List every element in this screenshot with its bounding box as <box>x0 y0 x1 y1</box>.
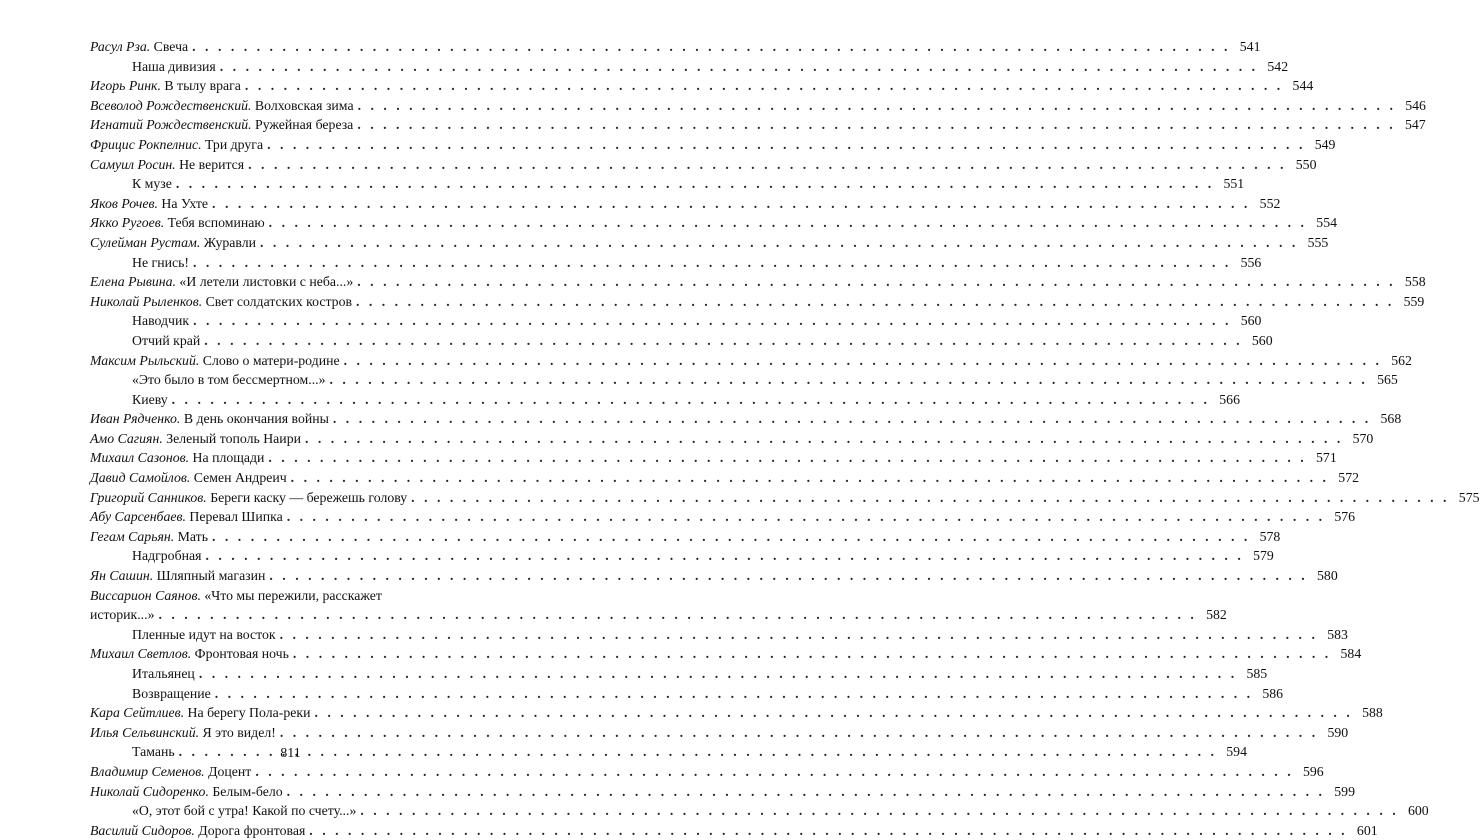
entry-text <box>90 468 287 488</box>
poem-title: Тамань <box>132 744 175 760</box>
author-name: Расул Рза. <box>90 39 151 54</box>
page-ref: 565 <box>1377 372 1398 388</box>
entry-text <box>90 233 256 253</box>
entry-text <box>90 448 264 468</box>
author-name: Фрицис Рокпелнис. <box>90 136 202 152</box>
poem-title: Итальянец <box>132 666 195 681</box>
toc-entry <box>90 429 1374 449</box>
poem-title: «И летели листовки с неба...» <box>179 274 354 290</box>
dot-leader <box>268 448 1306 468</box>
page-ref: 549 <box>1314 136 1336 152</box>
dot-leader <box>280 723 1318 743</box>
toc-entry <box>90 292 1425 312</box>
dot-leader <box>309 821 1347 840</box>
dot-leader <box>193 253 1231 273</box>
entry-text <box>90 135 263 155</box>
page-ref: 568 <box>1380 411 1402 427</box>
page-ref: 552 <box>1259 195 1281 211</box>
toc-entry <box>90 174 1245 194</box>
author-name: Ян Сашин. <box>90 568 154 584</box>
page-ref: 546 <box>1405 97 1426 113</box>
page-ref: 555 <box>1307 234 1329 250</box>
dot-leader <box>220 57 1258 77</box>
page-ref: 583 <box>1327 626 1348 642</box>
dot-leader <box>215 684 1253 704</box>
author-name: Владимир Семенов. <box>90 763 205 779</box>
entry-text <box>90 703 310 723</box>
author-name: Василий Сидоров. <box>90 822 195 838</box>
author-name: Игорь Ринк. <box>90 78 161 94</box>
page-ref: 580 <box>1317 568 1338 584</box>
page-ref: 594 <box>1226 744 1247 760</box>
entry-text <box>90 351 340 371</box>
page-ref: 562 <box>1391 352 1412 368</box>
poem-title: Киеву <box>132 391 168 407</box>
author-name: Самуил Росин. <box>90 156 176 172</box>
poem-title: Тебя вспоминаю <box>167 215 265 231</box>
author-name: Яков Рочев. <box>90 195 158 211</box>
page-ref: 575 <box>1458 489 1480 505</box>
toc-entry <box>90 664 1268 684</box>
page-ref: 585 <box>1246 666 1268 681</box>
entry-text <box>132 331 200 351</box>
entry-text <box>132 57 216 77</box>
entry-text <box>90 429 301 449</box>
poem-title: На берегу Пола-реки <box>187 705 311 721</box>
toc-entry <box>90 507 1356 527</box>
page-ref: 554 <box>1316 215 1337 231</box>
toc-entry <box>90 586 488 606</box>
toc-entry <box>90 233 1329 253</box>
page-ref: 578 <box>1259 528 1281 544</box>
dot-leader <box>287 782 1325 802</box>
dot-leader <box>357 272 1395 292</box>
entry-text <box>90 723 276 743</box>
toc-entry <box>90 194 1281 214</box>
page-ref: 588 <box>1362 705 1383 721</box>
poem-title: Свет солдатских костров <box>205 293 352 309</box>
poem-title: Не гнись! <box>132 254 189 270</box>
page-ref: 590 <box>1327 724 1349 740</box>
toc-entry <box>90 331 1273 351</box>
poem-title: Доцент <box>208 763 252 779</box>
dot-leader <box>305 429 1343 449</box>
entry-text <box>90 566 265 586</box>
dot-leader <box>357 115 1395 135</box>
poem-title: Белым-бело <box>212 783 283 799</box>
entry-text <box>90 605 154 625</box>
entry-text <box>132 801 356 821</box>
dot-leader <box>269 566 1307 586</box>
toc-entry <box>90 644 1362 664</box>
toc-entry <box>90 488 1480 508</box>
dot-leader <box>267 135 1305 155</box>
dot-leader <box>248 155 1286 175</box>
dot-leader <box>212 527 1250 547</box>
dot-leader <box>205 546 1243 566</box>
toc-entry <box>90 135 1336 155</box>
toc-entry <box>90 821 1378 840</box>
toc-entry <box>90 37 1261 57</box>
entry-text <box>90 155 244 175</box>
author-name: Григорий Санников. <box>90 489 207 505</box>
author-name: Амо Сагиян. <box>90 430 163 446</box>
toc-entry <box>90 448 1337 468</box>
page-ref: 566 <box>1219 391 1240 407</box>
author-name: Якко Ругоев. <box>90 215 165 231</box>
toc-entry <box>90 253 1262 273</box>
poem-title: историк...» <box>90 607 155 623</box>
poem-title: «Это было в том бессмертном...» <box>132 372 326 388</box>
entry-text <box>90 586 382 606</box>
poem-title: «О, этот бой с утра! Какой по счету...» <box>132 803 357 819</box>
page-number: 811 <box>280 746 301 761</box>
entry-text <box>90 644 289 664</box>
dot-leader <box>344 351 1382 371</box>
page-ref: 570 <box>1352 430 1374 446</box>
author-name: Михаил Сазонов. <box>90 450 190 466</box>
dot-leader <box>358 96 1396 116</box>
author-name: Кара Сейтлиев. <box>90 705 185 721</box>
poem-title: Семен Андреич <box>193 470 287 486</box>
entry-text <box>132 625 276 645</box>
dot-leader <box>269 213 1307 233</box>
poem-title: Пленные идут на восток <box>132 626 276 642</box>
entry-text <box>132 311 189 331</box>
poem-title: Отчий край <box>132 332 201 348</box>
page-ref: 601 <box>1356 822 1378 838</box>
entry-text <box>90 96 354 116</box>
toc-entry <box>90 723 1349 743</box>
page-ref: 547 <box>1404 117 1426 133</box>
author-name: Абу Сарсенбаев. <box>90 509 186 525</box>
toc-entry <box>90 527 1281 547</box>
page-ref: 579 <box>1253 548 1274 564</box>
author-name: Максим Рыльский. <box>90 352 200 368</box>
author-name: Илья Сельвинский. <box>90 724 200 740</box>
dot-leader <box>411 488 1449 508</box>
page-ref: 600 <box>1407 803 1429 819</box>
poem-title: Свеча <box>153 39 189 54</box>
toc-entry <box>90 605 1227 625</box>
toc-entry <box>90 370 1398 390</box>
poem-title: Возвращение <box>132 685 211 701</box>
dot-leader <box>176 174 1214 194</box>
entry-text <box>90 782 283 802</box>
poem-title: Три друга <box>205 136 264 152</box>
author-name: Иван Рядченко. <box>90 411 181 427</box>
page-ref: 559 <box>1403 293 1425 309</box>
poem-title: На Ухте <box>161 195 209 211</box>
toc-entry <box>90 155 1317 175</box>
page-ref: 560 <box>1240 313 1262 329</box>
toc-entry <box>90 351 1412 371</box>
toc-entry <box>90 801 1429 821</box>
poem-title: Слово о матери-родине <box>202 352 340 368</box>
page-ref: 550 <box>1295 156 1317 172</box>
dot-leader <box>158 605 1196 625</box>
poem-title: Шляпный магазин <box>156 568 266 584</box>
dot-leader <box>255 762 1293 782</box>
dot-leader <box>293 644 1331 664</box>
poem-title: Зеленый тополь Наири <box>166 430 301 446</box>
page-ref: 582 <box>1206 607 1227 623</box>
toc-entry <box>90 96 1426 116</box>
page-ref: 599 <box>1334 783 1355 799</box>
toc-entry <box>90 762 1324 782</box>
dot-leader <box>330 370 1368 390</box>
toc-entry <box>90 409 1402 429</box>
poem-title: В тылу врага <box>164 78 241 94</box>
author-name: Николай Рыленков. <box>90 293 203 309</box>
page-ref: 571 <box>1316 450 1337 466</box>
toc-entry <box>90 311 1262 331</box>
poem-title: Не верится <box>179 156 245 172</box>
dot-leader <box>199 664 1237 684</box>
dot-leader <box>260 233 1298 253</box>
page-ref: 558 <box>1404 274 1426 290</box>
page-ref: 596 <box>1302 763 1324 779</box>
toc-entry <box>90 213 1337 233</box>
entry-text <box>90 115 353 135</box>
author-name: Давид Самойлов. <box>90 470 191 486</box>
poem-title: Журавли <box>203 234 256 250</box>
dot-leader <box>280 625 1318 645</box>
toc-entry <box>90 115 1426 135</box>
poem-title: Фронтовая ночь <box>194 646 289 662</box>
entry-text <box>90 213 265 233</box>
dot-leader <box>287 507 1325 527</box>
page-ref: 541 <box>1239 39 1261 54</box>
entry-text <box>132 684 211 704</box>
entry-text <box>132 370 326 390</box>
entry-text <box>90 821 305 840</box>
dot-leader <box>356 292 1394 312</box>
toc-entry <box>90 566 1338 586</box>
author-name: Гегам Сарьян. <box>90 528 175 544</box>
dot-leader <box>291 468 1329 488</box>
page-ref: 572 <box>1338 470 1359 486</box>
entry-text <box>132 664 195 684</box>
page-ref: 556 <box>1240 254 1262 270</box>
entry-text <box>90 762 251 782</box>
author-name: Михаил Светлов. <box>90 646 192 662</box>
poem-title: Дорога фронтовая <box>198 822 306 838</box>
page-ref: 584 <box>1340 646 1362 662</box>
poem-title: На площади <box>192 450 265 466</box>
entry-text <box>90 507 283 527</box>
toc-entry <box>90 57 1289 77</box>
dot-leader <box>204 331 1242 351</box>
author-name: Николай Сидоренко. <box>90 783 209 799</box>
poem-title: Наша дивизия <box>132 58 216 74</box>
entry-text <box>90 488 407 508</box>
author-name: Сулейман Рустам. <box>90 234 201 250</box>
poem-title: Ружейная береза <box>255 117 354 133</box>
dot-leader <box>245 76 1283 96</box>
toc-entry <box>90 782 1355 802</box>
dot-leader <box>360 801 1398 821</box>
poem-title: Перевал Шипка <box>189 509 283 525</box>
entry-text <box>90 292 352 312</box>
entry-text <box>90 76 241 96</box>
entry-text <box>132 390 168 410</box>
poem-title: Надгробная <box>132 548 202 564</box>
toc-entry <box>90 684 1284 704</box>
toc-entry <box>90 625 1348 645</box>
toc-entry <box>90 703 1383 723</box>
author-name: Виссарион Саянов. <box>90 587 201 603</box>
page-ref: 586 <box>1262 685 1284 701</box>
toc-entry <box>90 272 1426 292</box>
entry-text <box>132 174 172 194</box>
page-ref: 544 <box>1292 78 1314 94</box>
poem-title: «Что мы пережили, расскажет <box>204 587 382 603</box>
author-name: Игнатий Рождественский. <box>90 117 252 133</box>
entry-text <box>132 253 189 273</box>
toc-entry <box>90 76 1314 96</box>
poem-title: Волховская зима <box>254 97 354 113</box>
dot-leader <box>172 390 1210 410</box>
dot-leader <box>333 409 1371 429</box>
entry-text <box>90 527 208 547</box>
entry-text <box>90 37 188 57</box>
poem-title: В день окончания войны <box>183 411 329 427</box>
poem-title: Мать <box>177 528 208 544</box>
poem-title: К музе <box>132 176 172 192</box>
page-ref: 542 <box>1267 58 1289 74</box>
poem-title: Береги каску — бережешь голову <box>210 489 408 505</box>
poem-title: Наводчик <box>132 313 190 329</box>
dot-leader <box>192 37 1230 57</box>
entry-text <box>90 194 208 214</box>
entry-text <box>132 546 201 566</box>
page-ref: 576 <box>1334 509 1356 525</box>
poem-title: Я это видел! <box>202 724 276 740</box>
toc-entry <box>90 390 1240 410</box>
entry-text <box>90 272 353 292</box>
page-ref: 551 <box>1223 176 1245 192</box>
entry-text <box>90 409 329 429</box>
author-name: Елена Рывина. <box>90 274 176 290</box>
author-name: Всеволод Рождественский. <box>90 97 252 113</box>
toc-entry <box>90 468 1359 488</box>
dot-leader <box>212 194 1250 214</box>
toc-entry <box>90 546 1274 566</box>
dot-leader <box>193 311 1231 331</box>
table-of-contents <box>90 37 1480 840</box>
dot-leader <box>314 703 1352 723</box>
page-ref: 560 <box>1251 332 1273 348</box>
